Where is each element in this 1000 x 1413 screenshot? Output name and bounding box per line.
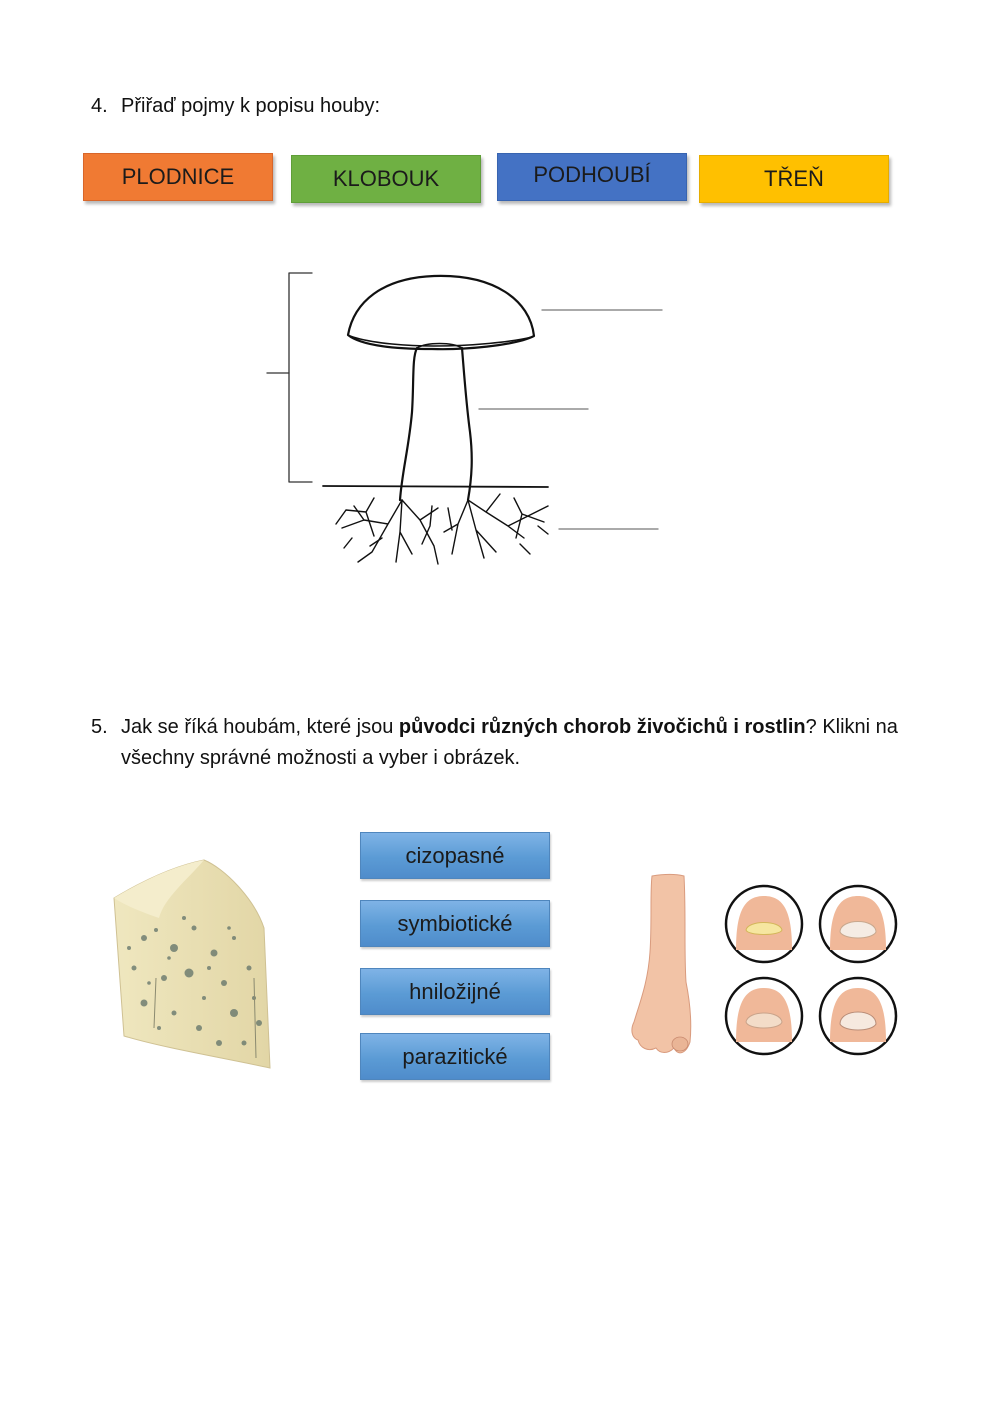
term-label: TŘEŇ bbox=[764, 166, 824, 191]
question-5 bbox=[91, 712, 951, 776]
term-label: PLODNICE bbox=[121, 164, 235, 189]
option-symbioticke[interactable] bbox=[360, 900, 550, 947]
blue-cheese-image[interactable] bbox=[104, 858, 276, 1074]
term-tile-klobouk[interactable] bbox=[291, 155, 481, 203]
fruiting-body-bracket bbox=[267, 273, 312, 482]
question-text bbox=[121, 712, 951, 774]
option-cizopasne[interactable] bbox=[360, 832, 550, 879]
nail-circles bbox=[726, 886, 896, 1054]
question-number: 5. bbox=[91, 716, 108, 738]
term-tile-podhoubi[interactable] bbox=[497, 153, 687, 201]
option-parazitické[interactable] bbox=[360, 1033, 550, 1080]
mycelium bbox=[336, 494, 548, 564]
option-label: parazitické bbox=[402, 1043, 508, 1069]
nail-fungus-image[interactable] bbox=[624, 872, 904, 1062]
mushroom-diagram bbox=[262, 262, 674, 572]
question-text-end: ? Klikni na všechny správné možnosti a vyber i obrázek. bbox=[121, 716, 898, 769]
mushroom-stem bbox=[400, 348, 472, 500]
term-label: PODHOUBÍ bbox=[533, 162, 651, 187]
option-label: cizopasné bbox=[405, 842, 505, 868]
term-tile-tren[interactable] bbox=[699, 155, 889, 203]
option-label: hniložijné bbox=[409, 978, 501, 1004]
term-tile-plodnice[interactable] bbox=[83, 153, 273, 201]
mushroom-cap bbox=[348, 276, 534, 349]
question-4 bbox=[91, 91, 951, 123]
question-text: Přiřaď pojmy k popisu houby: bbox=[121, 95, 381, 117]
term-label: KLOBOUK bbox=[332, 166, 440, 191]
question-number: 4. bbox=[91, 95, 108, 117]
option-hnilozijne[interactable] bbox=[360, 968, 550, 1015]
foot-shape bbox=[632, 875, 691, 1053]
option-label: symbiotické bbox=[397, 910, 513, 936]
question-text-start: Jak se říká houbám, které jsou bbox=[121, 716, 399, 738]
question-text-bold: původci různých chorob živočichů i rostlin bbox=[398, 716, 806, 738]
ground-line bbox=[323, 486, 548, 487]
